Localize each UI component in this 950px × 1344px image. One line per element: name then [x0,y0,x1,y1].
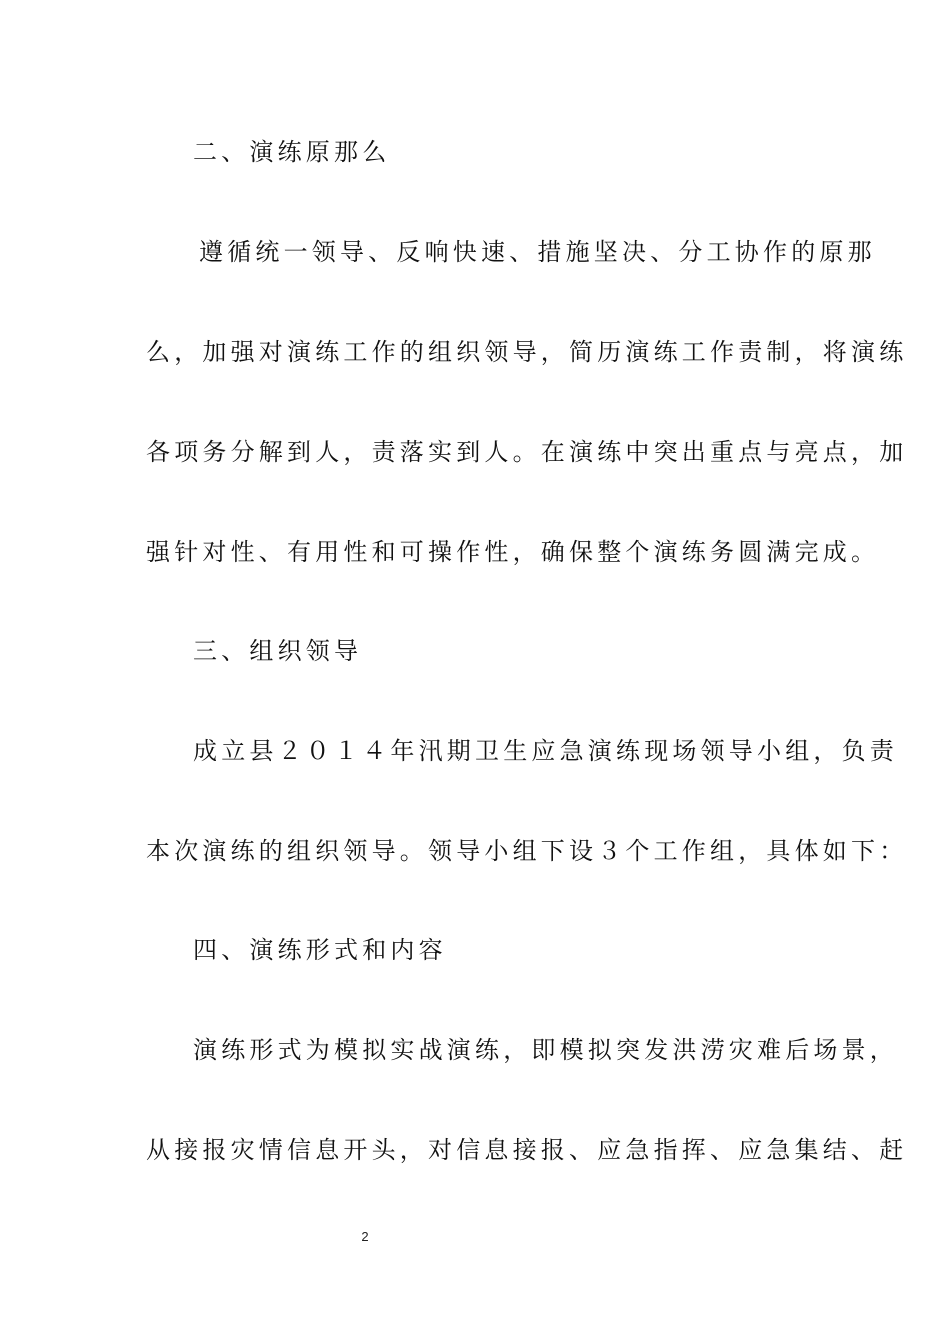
paragraph-line: 遵循统一领导、反响快速、措施坚决、分工协作的原那 [199,238,876,266]
paragraph-line: 演练形式为模拟实战演练，即模拟突发洪涝灾难后场景， [193,1036,898,1064]
paragraph-line: 各项务分解到人，责落实到人。在演练中突出重点与亮点，加 [146,438,908,466]
heading-drill-principles: 二、演练原那么 [193,138,391,166]
heading-drill-form-content: 四、演练形式和内容 [193,936,447,964]
heading-organization-leadership: 三、组织领导 [193,637,363,665]
paragraph-line: 从接报灾情信息开头，对信息接报、应急指挥、应急集结、赶 [146,1136,908,1164]
page-number: 2 [361,1229,369,1244]
paragraph-line: 么，加强对演练工作的组织领导，简历演练工作责制，将演练 [146,338,908,366]
paragraph-line: 本次演练的组织领导。领导小组下设３个工作组，具体如下： [146,837,908,865]
paragraph-line: 强针对性、有用性和可操作性，确保整个演练务圆满完成。 [146,538,880,566]
paragraph-line: 成立县２０１４年汛期卫生应急演练现场领导小组，负责 [193,737,898,765]
